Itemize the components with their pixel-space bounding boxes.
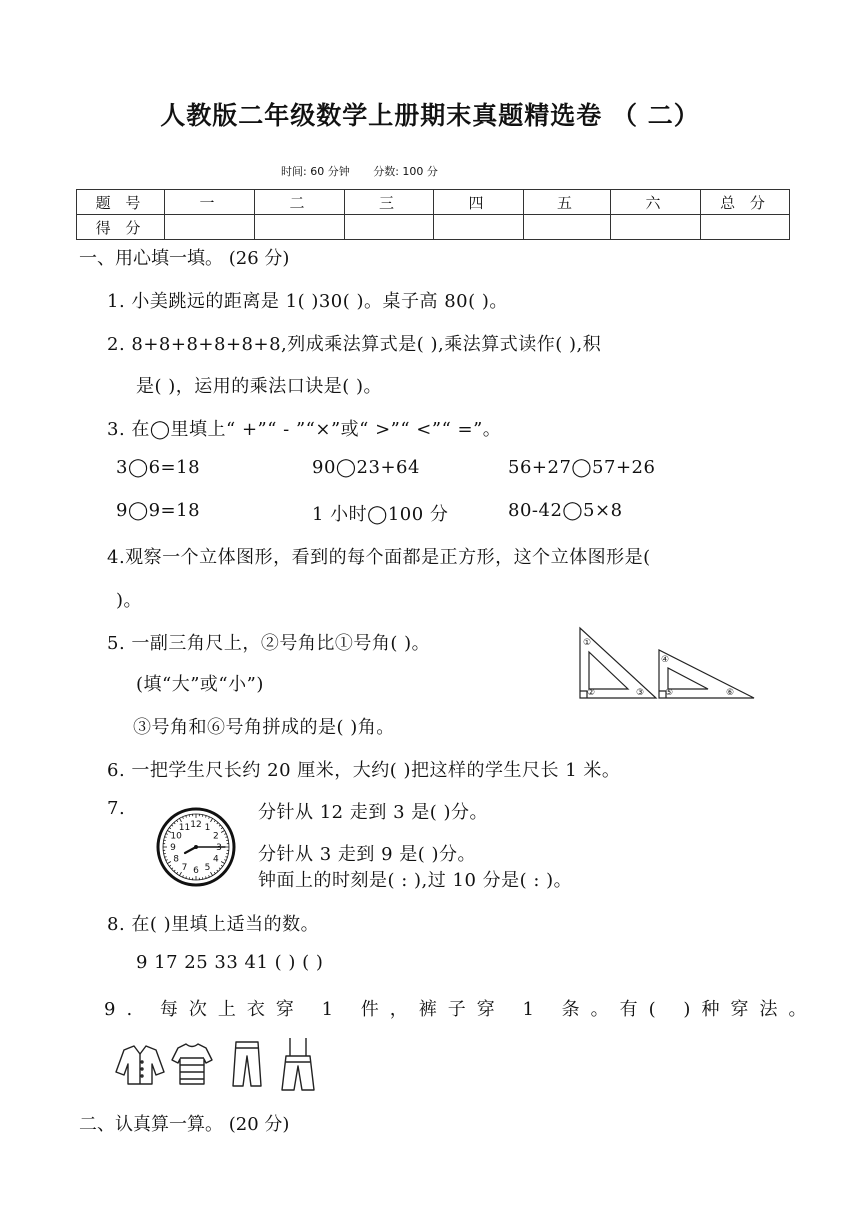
clock-tick <box>217 822 218 823</box>
clock-tick <box>183 875 184 877</box>
score-table-cell: 一 <box>165 190 255 215</box>
question-3-item: 9◯9=18 <box>116 500 201 521</box>
angle-label: ④ <box>661 655 670 665</box>
score-table-cell: 题 号 <box>77 190 165 215</box>
set-square-pair-illustration <box>576 624 758 702</box>
question-3: 3. 在◯里填上“ +”“ - ”“×”或“ >”“ <”“ =”。 <box>107 419 502 440</box>
clock-tick <box>165 837 167 838</box>
question-3-item: 3◯6=18 <box>116 457 201 478</box>
clock-tick <box>166 834 168 835</box>
question-6: 6. 一把学生尺长约 20 厘米，大约( )把这样的学生尺长 1 米。 <box>107 760 621 781</box>
question-1: 1. 小美跳远的距离是 1( )30( )。桌子高 80( )。 <box>107 291 508 312</box>
clock-tick <box>209 875 210 877</box>
angle-label: ⑥ <box>726 688 735 698</box>
clock-tick <box>169 828 171 829</box>
score-table-cell: 六 <box>611 190 701 215</box>
question-2-line-2: 是( )，运用的乘法口诀是( )。 <box>136 376 383 397</box>
clock-tick <box>206 876 207 878</box>
exam-time: 时间: 60 分钟 <box>281 165 350 178</box>
question-3-item: 80-42◯5×8 <box>508 500 623 521</box>
clock-tick <box>211 818 213 821</box>
clock-tick <box>171 868 172 869</box>
clock-numeral: 7 <box>181 862 188 873</box>
clock-tick <box>211 872 213 875</box>
question-3-item: 1 小时◯100 分 <box>312 504 449 525</box>
question-9: 9. 每次上衣穿 1 件，裤子穿 1 条。有( )种穿法。 <box>104 999 818 1020</box>
clock-tick <box>169 865 171 866</box>
question-7-line-1: 分针从 12 走到 3 是( )分。 <box>258 802 489 823</box>
exam-meta <box>281 163 458 179</box>
question-4-line-2: )。 <box>116 590 143 611</box>
trousers-icon <box>233 1042 261 1086</box>
clock-tick <box>206 816 207 818</box>
exam-score: 分数: 100 分 <box>373 165 438 178</box>
question-4-line-1: 4.观察一个立体图形，看到的每个面都是正方形，这个立体图形是( <box>107 547 651 568</box>
clock-tick <box>166 860 168 861</box>
clock-tick <box>221 828 223 829</box>
angle-label: ① <box>583 638 592 648</box>
clock-tick <box>219 868 220 869</box>
clock-numeral: 10 <box>170 831 182 842</box>
clock-numeral: 2 <box>213 831 219 842</box>
angle-label: ② <box>587 688 596 698</box>
clock-tick <box>219 825 220 826</box>
clock-tick <box>224 834 226 835</box>
angle-label: ③ <box>636 688 645 698</box>
clock-tick <box>221 862 224 864</box>
page-title: 人教版二年级数学上册期末真题精选卷 （ 二） <box>160 101 700 130</box>
clock-numeral: 12 <box>190 820 202 830</box>
question-3-item: 90◯23+64 <box>312 457 420 478</box>
clock-tick <box>174 870 175 871</box>
t-shirt-icon <box>172 1044 212 1084</box>
clock-tick <box>225 857 227 858</box>
clock-tick <box>180 818 182 821</box>
clock-numeral: 11 <box>178 823 191 834</box>
score-entry-cell[interactable] <box>701 215 790 240</box>
score-entry-cell[interactable] <box>524 215 611 240</box>
score-entry-cell[interactable] <box>611 215 701 240</box>
clock-numeral: 1 <box>204 823 211 834</box>
question-7-line-3: 钟面上的时刻是( : ),过 10 分是( : )。 <box>258 870 573 891</box>
question-8-sequence: 9 17 25 33 41 ( ) ( ) <box>136 952 324 973</box>
clock-tick <box>209 817 210 819</box>
clock-face-illustration <box>155 806 237 888</box>
clock-numeral: 5 <box>204 862 211 873</box>
clock-tick <box>214 820 215 822</box>
clock-tick <box>214 872 215 874</box>
angle-label: ⑤ <box>665 688 674 698</box>
score-table-cell: 得 分 <box>77 215 165 240</box>
clock-tick <box>165 857 167 858</box>
clock-tick <box>217 870 218 871</box>
clock-tick <box>225 837 227 838</box>
clock-numeral: 8 <box>173 854 179 865</box>
clothing-illustration <box>106 1036 328 1092</box>
score-table <box>76 189 790 240</box>
question-7-line-2: 分针从 3 走到 9 是( )分。 <box>258 844 477 865</box>
score-entry-cell[interactable] <box>345 215 434 240</box>
question-8: 8. 在( )里填上适当的数。 <box>107 914 320 935</box>
clock-tick <box>183 817 184 819</box>
clock-numeral: 3 <box>216 843 222 853</box>
section-2-heading: 二、认真算一算。 (20 分) <box>79 1114 290 1135</box>
question-5-line-3: ③号角和⑥号角拼成的是( )角。 <box>133 717 395 738</box>
clock-tick <box>186 816 187 818</box>
clock-tick <box>221 831 224 833</box>
score-table-cell: 四 <box>434 190 524 215</box>
question-5-line-1: 5. 一副三角尺上，②号角比①号角( )。 <box>107 633 431 654</box>
score-entry-cell[interactable] <box>434 215 524 240</box>
section-1-heading: 一、用心填一填。 (26 分) <box>79 248 290 269</box>
score-entry-cell[interactable] <box>165 215 255 240</box>
clock-tick <box>224 860 226 861</box>
clock-tick <box>221 865 223 866</box>
score-entry-cell[interactable] <box>255 215 345 240</box>
clock-tick <box>167 862 170 864</box>
clock-numeral: 4 <box>213 854 219 865</box>
shirt-icon <box>116 1046 164 1084</box>
score-table-header-row <box>77 190 790 215</box>
clock-tick <box>171 825 172 826</box>
score-table-cell: 五 <box>524 190 611 215</box>
score-table-cell: 二 <box>255 190 345 215</box>
overalls-icon <box>282 1038 314 1090</box>
score-table-score-row <box>77 215 790 240</box>
question-2-line-1: 2. 8+8+8+8+8+8,列成乘法算式是( ),乘法算式读作( ),积 <box>107 334 602 355</box>
question-3-item: 56+27◯57+26 <box>508 457 656 478</box>
question-5-line-2: (填“大”或“小”) <box>136 674 264 695</box>
question-7-number: 7. <box>107 798 126 819</box>
score-table-cell: 总 分 <box>701 190 790 215</box>
clock-tick <box>177 820 178 822</box>
clock-tick <box>186 876 187 878</box>
clock-numeral: 6 <box>193 866 199 876</box>
clock-tick <box>174 822 175 823</box>
clock-numeral: 9 <box>170 843 176 853</box>
score-table-cell: 三 <box>345 190 434 215</box>
clock-tick <box>177 872 178 874</box>
